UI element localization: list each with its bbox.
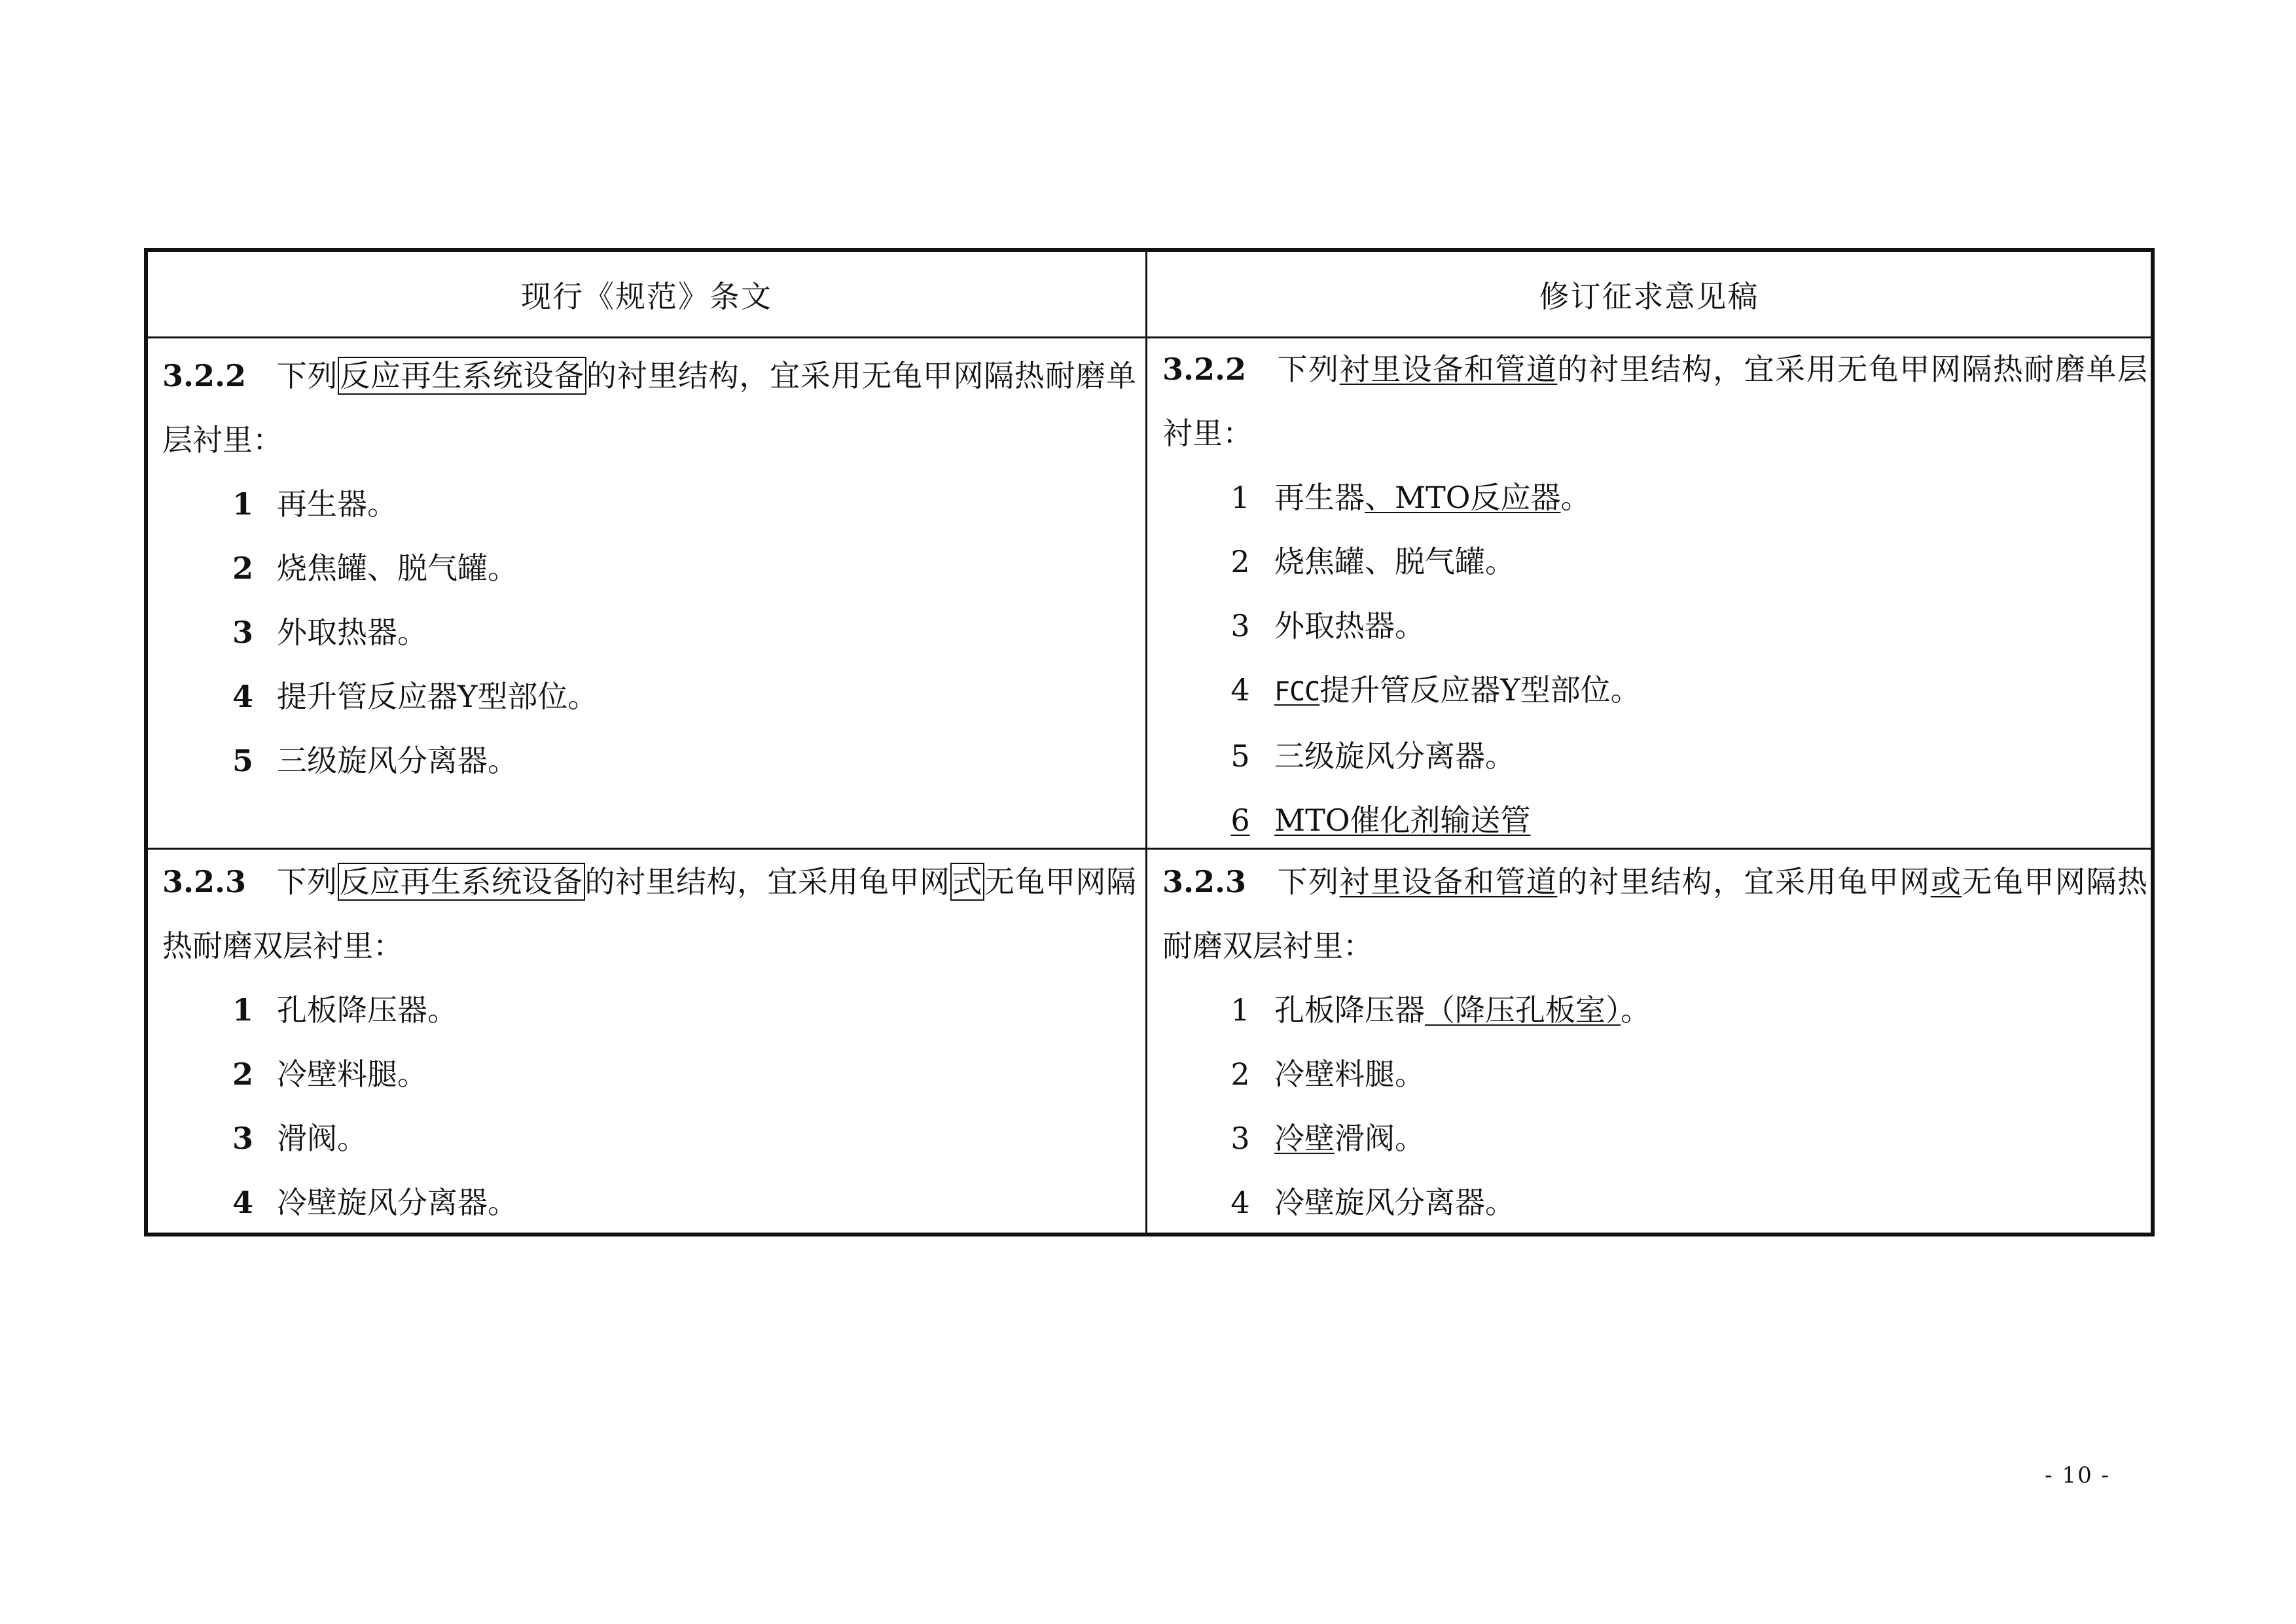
clause-3-2-3-revised bbox=[1162, 850, 2147, 1235]
underlined-text: 衬里设备和管道 bbox=[1339, 864, 1558, 899]
clause-text: 3.2.2 下列反应再生系统设备的衬里结构，宜采用无龟甲网隔热耐磨单层衬里： bbox=[162, 358, 1137, 458]
list-item: 3 外取热器。 bbox=[1230, 608, 1425, 643]
list-item: 2 烧焦罐、脱气罐。 bbox=[1230, 544, 1515, 579]
clause-3-2-3-current bbox=[162, 850, 1136, 1235]
list-item: 4 冷壁旋风分离器。 bbox=[1230, 1185, 1515, 1220]
list-item: 5 三级旋风分离器。 bbox=[1230, 738, 1515, 774]
list-item: 4 冷壁旋风分离器。 bbox=[232, 1185, 518, 1220]
page-number: - 10 - bbox=[2045, 1462, 2110, 1489]
list-item: 3 滑阀。 bbox=[232, 1121, 367, 1156]
underlined-text: 或 bbox=[1930, 864, 1962, 899]
list-item: 1 再生器、MTO反应器。 bbox=[1230, 480, 1591, 515]
list-item: 2 冷壁料腿。 bbox=[232, 1056, 427, 1092]
comparison-table bbox=[144, 248, 2155, 1236]
clause-3-2-2-current bbox=[162, 344, 1136, 793]
list-item: 1 孔板降压器（降压孔板室）。 bbox=[1230, 992, 1651, 1028]
list-item: 5 三级旋风分离器。 bbox=[232, 743, 518, 778]
list-item: 3 外取热器。 bbox=[232, 615, 427, 650]
list-item: 4 提升管反应器Y型部位。 bbox=[232, 679, 598, 714]
list-item: 1 再生器。 bbox=[232, 486, 397, 522]
clause-number: 3.2.2 bbox=[1162, 352, 1247, 387]
clause-3-2-2-revised bbox=[1162, 337, 2147, 852]
list-item: 2 烧焦罐、脱气罐。 bbox=[232, 550, 518, 586]
list-item: 2 冷壁料腿。 bbox=[1230, 1056, 1425, 1092]
list-item: 1 孔板降压器。 bbox=[232, 992, 457, 1028]
column-divider bbox=[1145, 252, 1147, 1233]
clause-text: 3.2.3 下列反应再生系统设备的衬里结构，宜采用龟甲网式无龟甲网隔热耐磨双层衬里： bbox=[162, 864, 1137, 964]
list-item: 4 FCC提升管反应器Y型部位。 bbox=[1230, 672, 1641, 708]
list-item: 6 MTO催化剂输送管 bbox=[1230, 803, 1531, 838]
boxed-text: 式 bbox=[950, 863, 985, 901]
clause-number: 3.2.3 bbox=[162, 864, 247, 899]
boxed-text: 反应再生系统设备 bbox=[338, 863, 585, 901]
header-current-code: 现行《规范》条文 bbox=[521, 278, 772, 314]
clause-text: 3.2.3 下列衬里设备和管道的衬里结构，宜采用龟甲网或无龟甲网隔热耐磨双层衬里： bbox=[1162, 864, 2148, 964]
underlined-text: 衬里设备和管道 bbox=[1339, 352, 1558, 387]
clause-number: 3.2.3 bbox=[1162, 864, 1247, 899]
boxed-text: 反应再生系统设备 bbox=[338, 357, 586, 395]
clause-number: 3.2.2 bbox=[162, 358, 247, 393]
list-item: 3 冷壁滑阀。 bbox=[1230, 1121, 1425, 1156]
header-revision-draft: 修订征求意见稿 bbox=[1539, 278, 1759, 314]
clause-text: 3.2.2 下列衬里设备和管道的衬里结构，宜采用无龟甲网隔热耐磨单层衬里： bbox=[1162, 352, 2148, 451]
